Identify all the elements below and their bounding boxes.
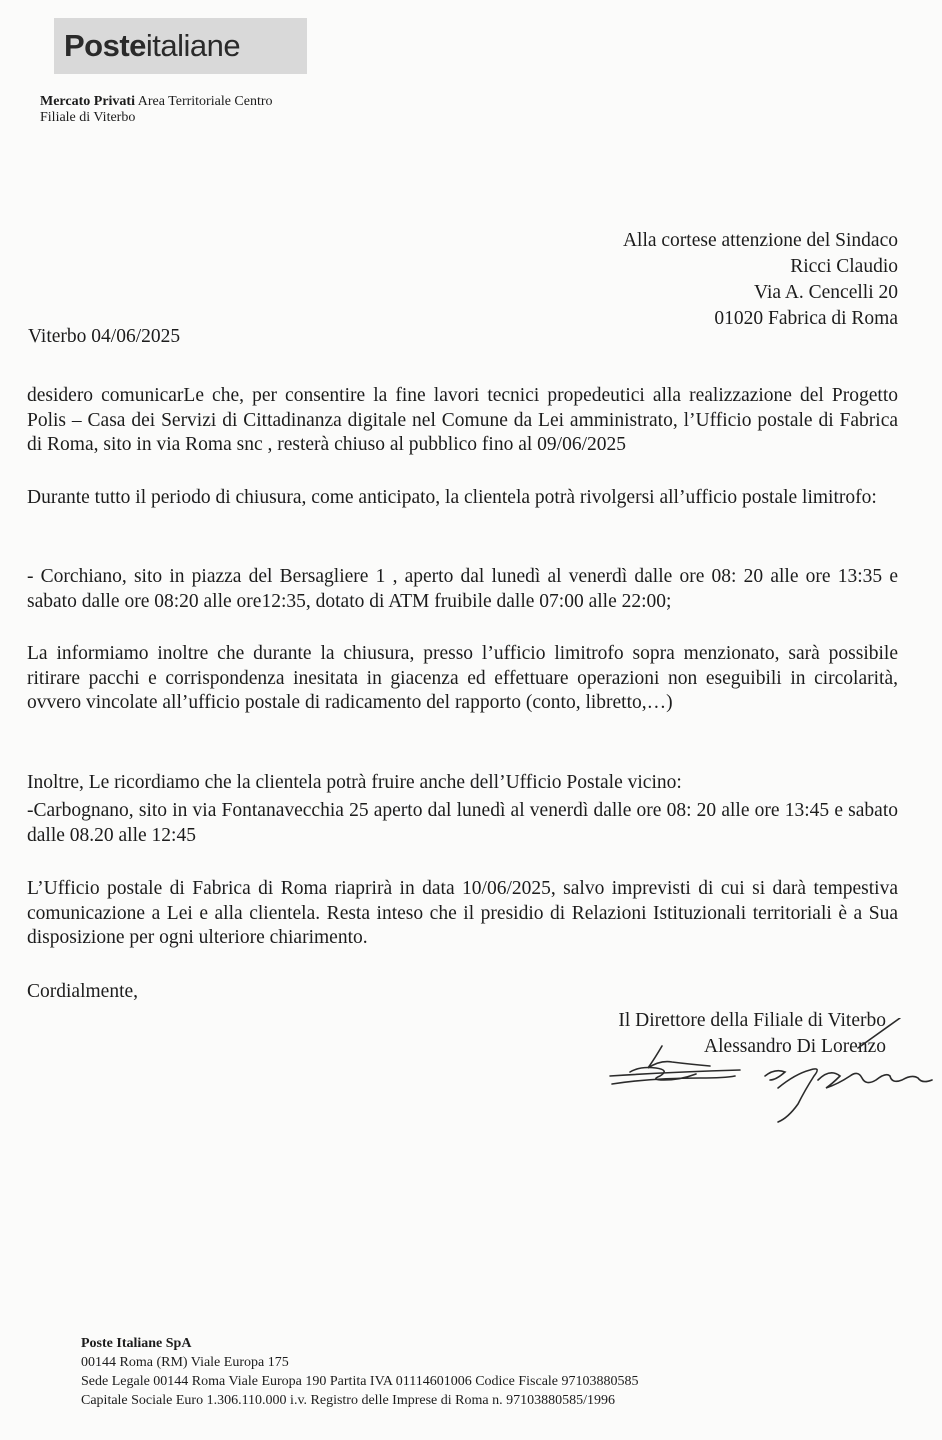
recipient-line-1: Alla cortese attenzione del Sindaco <box>622 230 898 251</box>
footer-line-2: Sede Legale 00144 Roma Viale Europa 190 Partita IVA 01114601006 Codice Fiscale 97103880585 <box>81 1374 639 1389</box>
footer-company: Poste Italiane SpA <box>81 1336 192 1351</box>
handwritten-signature <box>600 1018 942 1128</box>
paragraph-5a: Inoltre, Le ricordiamo che la clientela potrà fruire anche dell’Ufficio Postale vicino: <box>27 772 682 793</box>
recipient-line-3: Via A. Cencelli 20 <box>754 282 898 303</box>
closing: Cordialmente, <box>27 981 139 1002</box>
recipient-line-4: 01020 Fabrica di Roma <box>714 308 898 329</box>
paragraph-4: La informiamo inoltre che durante la chiusura, presso l’ufficio limitrofo sopra menzionato, sarà possibile ritirare pacchi e corrispondenza inesitata in giacenza ed effettuare operazioni non eseguibili in circolarità, ovvero vincolate all’ufficio postale di radicamento del rapporto (conto, libretto,…) <box>27 643 898 713</box>
recipient-line-2: Ricci Claudio <box>790 256 898 277</box>
company-footer <box>81 1334 639 1410</box>
footer-line-1: 00144 Roma (RM) Viale Europa 175 <box>81 1355 289 1370</box>
footer-line-3: Capitale Sociale Euro 1.306.110.000 i.v. Registro delle Imprese di Roma n. 97103880585/1996 <box>81 1393 615 1408</box>
logo-brand-bold: Poste <box>64 28 146 63</box>
sender-department <box>40 94 273 126</box>
signer-name: Alessandro Di Lorenzo <box>704 1036 886 1057</box>
paragraph-3: - Corchiano, sito in piazza del Bersagliere 1 , aperto dal lunedì al venerdì dalle ore 08: 20 alle ore 13:35 e sabato dalle ore 08:20 alle ore12:35, dotato di ATM fruibile dalle 07:00 alle 22:00; <box>27 566 898 612</box>
branch-line: Filiale di Viterbo <box>40 110 136 125</box>
paragraph-2: Durante tutto il periodo di chiusura, come anticipato, la clientela potrà rivolgersi all’ufficio postale limitrofo: <box>27 487 877 508</box>
signer-title: Il Direttore della Filiale di Viterbo <box>618 1010 886 1031</box>
paragraph-5b: -Carbognano, sito in via Fontanavecchia 25 aperto dal lunedì al venerdì dalle ore 08: 20 alle ore 13:45 e sabato dalle 08.20 alle 12:45 <box>27 800 898 846</box>
recipient-address <box>623 228 898 332</box>
dept-rest: Area Territoriale Centro <box>134 94 273 109</box>
paragraph-6: L’Ufficio postale di Fabrica di Roma riaprirà in data 10/06/2025, salvo imprevisti di cui si darà tempestiva comunicazione a Lei e alla clientela. Resta inteso che il presidio di Relazioni Istituzionali territoriali è a Sua disposizione per ogni ulteriore chiarimento. <box>27 878 898 948</box>
letter-date: Viterbo 04/06/2025 <box>28 326 181 347</box>
paragraph-1: desidero comunicarLe che, per consentire la fine lavori tecnici propedeutici alla realizzazione del Progetto Polis – Casa dei Servizi di Cittadinanza digitale nel Comune da Lei amministrato, l’Ufficio postale di Fabrica di Roma, sito in via Roma snc , resterà chiuso al pubblico fino al 09/06/2025 <box>27 385 898 455</box>
dept-line <box>40 94 273 110</box>
dept-bold: Mercato Privati <box>40 94 135 109</box>
poste-italiane-logo <box>54 18 307 74</box>
logo-brand-regular: italiane <box>145 28 241 63</box>
logo-text <box>64 28 240 64</box>
